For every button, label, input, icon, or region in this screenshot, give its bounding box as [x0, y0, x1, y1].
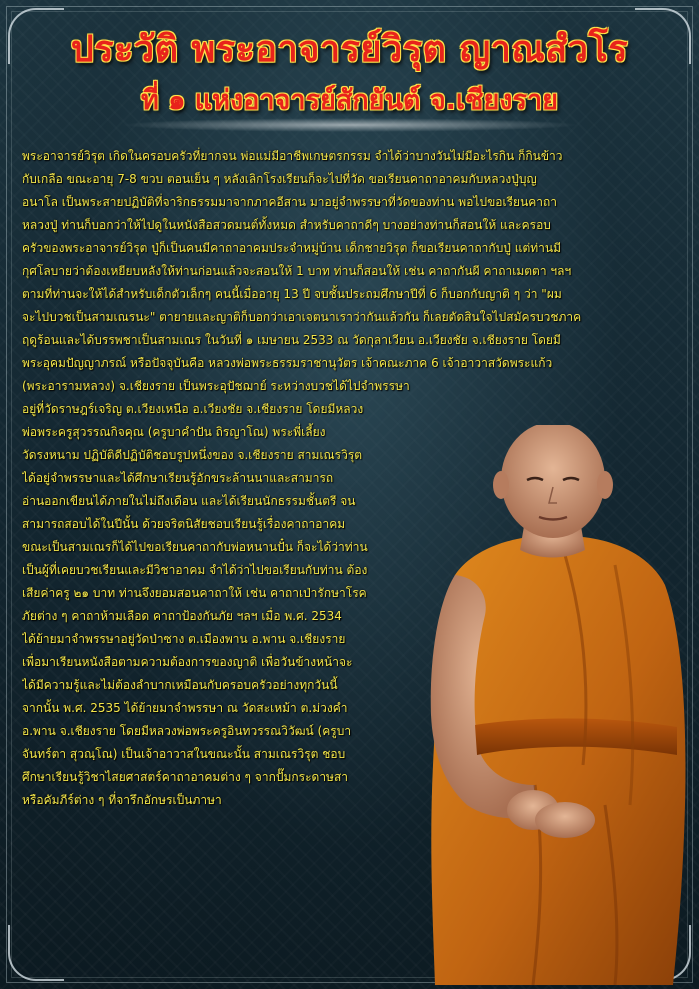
text-line: พระอุคมปัญญาภรณ์ หรือปัจจุบันคือ หลวงพ่อพระธรรมราชานุวัตร เจ้าคณะภาค 6 เจ้าอาวาสวัดพระแก้ว — [22, 356, 553, 370]
text-line: ศึกษาเรียนรู้วิชาไสยศาสตร์คาถาอาคมต่าง ๆ จากปั๊มกระดาษสา — [22, 770, 349, 784]
text-line: อนาโล เป็นพระสายปฏิบัติที่จาริกธรรมมาจากภาคอีสาน มาอยู่จำพรรษาที่วัดของท่าน พอไปขอเรียนคาถา — [22, 195, 558, 209]
text-line: จากนั้น พ.ศ. 2535 ได้ย้ายมาจำพรรษา ณ วัดสะเหม้า ต.ม่วงคำ — [22, 701, 348, 715]
text-line: ได้อยู่จำพรรษาและได้ศึกษาเรียนรู้อักขระล้านนาและสามารถ — [22, 471, 334, 485]
text-line: (พระอารามหลวง) จ.เชียงราย เป็นพระอุปัชฌาย์ ระหว่างบวชได้ไปจำพรรษา — [22, 379, 410, 393]
monk-portrait-photo — [415, 425, 695, 985]
text-line: จันทร์ตา สุวณฺโณ) เป็นเจ้าอาวาสในขณะนั้น สามเณรวิรุต ชอบ — [22, 747, 346, 761]
text-line: ได้มีความรู้และไม่ต้องลำบากเหมือนกับครอบครัวอย่างทุกวันนี้ — [22, 678, 338, 692]
corner-ornament-bottom-left — [8, 925, 64, 981]
text-line: อยู่ที่วัดราษฎร์เจริญ ต.เวียงเหนือ อ.เวียงชัย จ.เชียงราย โดยมีหลวง — [22, 402, 364, 416]
text-line: ฤดูร้อนและได้บรรพชาเป็นสามเณร ในวันที่ ๑ เมษายน 2533 ณ วัดกุลาเวียน อ.เวียงชัย จ.เชียงราย โดยมี — [22, 333, 561, 347]
text-line: หรือคัมภีร์ต่าง ๆ ที่จารึกอักษรเป็นภาษา — [22, 793, 222, 807]
text-line: ได้ย้ายมาจำพรรษาอยู่วัดป่าซาง ต.เมืองพาน อ.พาน จ.เชียงราย — [22, 632, 346, 646]
text-line: เพื่อมาเรียนหนังสือตามความต้องการของญาติ เพื่อวันข้างหน้าจะ — [22, 655, 353, 669]
biography-paragraph-full-width — [22, 145, 678, 398]
text-line: วัดรงหนาม ปฏิบัติดีปฏิบัติชอบรูปหนึ่งของ จ.เชียงราย สามเณรวิรุต — [22, 448, 363, 462]
text-line: ตามที่ท่านจะให้ได้สำหรับเด็กตัวเล็กๆ คนนี้เมื่ออายุ 13 ปี จบชั้นประถมศึกษาปีที่ 6 ก็บอกกับญาติ ๆ ว่า "ผม — [22, 287, 562, 301]
text-line: สามารถสอบได้ในปีนั้น ด้วยจริตนิสัยชอบเรียนรู้เรื่องคาถาอาคม — [22, 517, 346, 531]
text-line: ภัยต่าง ๆ คาถาห้ามเลือด คาถาป้องกันภัย ฯลฯ เมื่อ พ.ศ. 2534 — [22, 609, 342, 623]
text-line: ขณะเป็นสามเณรก็ได้ไปขอเรียนคาถากับพ่อหนานปั๋น ก็จะได้ว่าท่าน — [22, 540, 368, 554]
text-line: อ.พาน จ.เชียงราย โดยมีหลวงพ่อพระครูอินทวรรณวิวัฒน์ (ครูบา — [22, 724, 352, 738]
text-line: เสียค่าครู ๒๑ บาท ท่านจึงยอมสอนคาถาให้ เช่น คาถาเป่ารักษาโรค — [22, 586, 367, 600]
poster-subtitle: ที่ ๑ แห่งอาจารย์สักยันต์ จ.เชียงราย — [141, 85, 558, 116]
text-line: พระอาจารย์วิรุต เกิดในครอบครัวที่ยากจน พ่อแม่มีอาชีพเกษตรกรรม จำได้ว่าบางวันไม่มีอะไรกิน ก็กินข้าว — [22, 149, 563, 163]
text-line: กุศโลบายว่าต้องเหยียบหลังให้ท่านก่อนแล้วจะสอนให้ 1 บาท ท่านก็สอนให้ เช่น คาถากันผี คาถาเมตตา ฯลฯ — [22, 264, 572, 278]
text-line: อ่านออกเขียนได้ภายในไม่ถึงเดือน และได้เรียนนักธรรมชั้นตรี จน — [22, 494, 356, 508]
text-line: เป็นผู้ที่เคยบวชเรียนและมีวิชาอาคม จำได้ว่าไปขอเรียนกับท่าน ต้อง — [22, 563, 368, 577]
text-line: จะไปบวชเป็นสามเณรนะ" ตายายและญาติก็บอกว่าเอาเจตนาเราว่ากันแล้วกัน ก็เลยตัดสินใจไปสมัครบวชภาค — [22, 310, 582, 324]
text-line: พ่อพระครูสุวรรณกิจคุณ (ครูบาคำปัน ถิรญาโณ) พระพี่เลี้ยง — [22, 425, 326, 439]
text-line: กับเกลือ ขณะอายุ 7-8 ขวบ ตอนเย็น ๆ หลังเลิกโรงเรียนก็จะไปที่วัด ขอเรียนคาถาอาคมกับหลวงปู่บุญ — [22, 172, 537, 186]
text-line: หลวงปู่ ท่านก็บอกว่าให้ไปดูในหนังสือสวดมนต์ทั้งหมด สำหรับคาถาดีๆ บางอย่างท่านก็สอนให้ และครอบ — [22, 218, 551, 232]
text-line: ครัวของพระอาจารย์วิรุต ปู่ก็เป็นคนมีคาถาอาคมประจำหมู่บ้าน เด็กชายวิรุต ก็ขอเรียนคาถากับปู่ แต่ท่านมี — [22, 241, 562, 255]
poster-title: ประวัติ พระอาจารย์วิรุต ญาณสํวโร — [70, 29, 629, 70]
title-light-flare — [120, 118, 580, 132]
